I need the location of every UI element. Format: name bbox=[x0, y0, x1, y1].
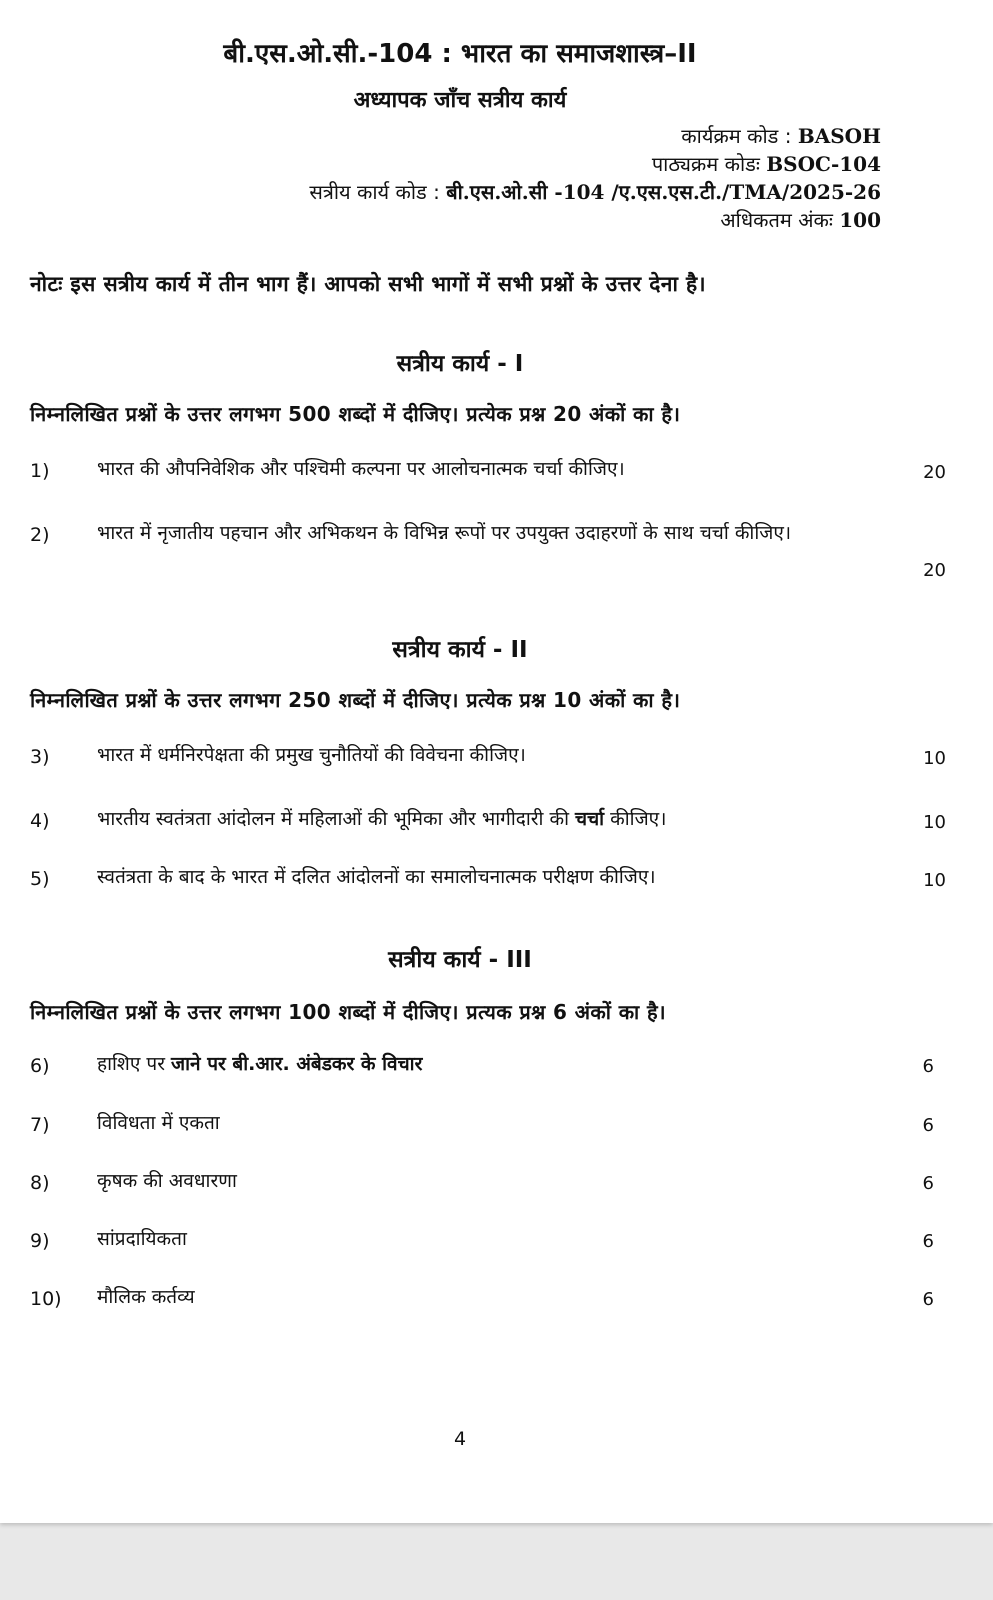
question-number: 7) bbox=[30, 1114, 50, 1136]
course-code-value: BSOC-104 bbox=[766, 152, 881, 176]
question-marks: 6 bbox=[922, 1231, 934, 1252]
program-code-label: कार्यक्रम कोड : bbox=[681, 124, 792, 148]
question-marks: 10 bbox=[923, 812, 946, 833]
question-marks: 10 bbox=[923, 870, 946, 891]
question-text: मौलिक कर्तव्य bbox=[97, 1286, 195, 1308]
question-marks: 6 bbox=[922, 1289, 934, 1310]
question-text: भारत में धर्मनिरपेक्षता की प्रमुख चुनौतियों की विवेचना कीजिए। bbox=[97, 744, 526, 766]
section-title-3: सत्रीय कार्य - III bbox=[388, 947, 532, 973]
question-text: भारत की औपनिवेशिक और पश्चिमी कल्पना पर आलोचनात्मक चर्चा कीजिए। bbox=[97, 458, 625, 480]
course-code-label: पाठ्यक्रम कोडः bbox=[651, 152, 760, 176]
section-title-2: सत्रीय कार्य - II bbox=[392, 637, 528, 663]
question-number: 10) bbox=[30, 1288, 62, 1310]
max-marks-line bbox=[720, 206, 881, 233]
assignment-subtitle: अध्यापक जाँच सत्रीय कार्य bbox=[353, 88, 567, 113]
question-marks: 20 bbox=[923, 462, 946, 483]
assignment-code-label: सत्रीय कार्य कोड : bbox=[309, 180, 440, 204]
question-marks: 6 bbox=[922, 1173, 934, 1194]
question-number: 6) bbox=[30, 1055, 50, 1077]
question-marks: 6 bbox=[922, 1056, 934, 1077]
question-number: 3) bbox=[30, 746, 50, 768]
question-number: 4) bbox=[30, 810, 50, 832]
question-text-bold: जाने पर बी.आर. अंबेडकर के विचार bbox=[171, 1053, 423, 1075]
question-text: कृषक की अवधारणा bbox=[97, 1170, 237, 1192]
question-text: विविधता में एकता bbox=[97, 1112, 220, 1134]
assignment-code-line bbox=[309, 178, 881, 205]
question-text: स्वतंत्रता के बाद के भारत में दलित आंदोलनों का समालोचनात्मक परीक्षण कीजिए। bbox=[97, 866, 656, 888]
question-marks: 20 bbox=[923, 560, 946, 581]
section-instruction-1: निम्नलिखित प्रश्नों के उत्तर लगभग 500 शब्दों में दीजिए। प्रत्येक प्रश्न 20 अंकों का है। bbox=[30, 402, 681, 426]
question-marks: 6 bbox=[922, 1115, 934, 1136]
question-number: 9) bbox=[30, 1230, 50, 1252]
question-text-part: कीजिए। bbox=[604, 808, 667, 830]
note-text: नोटः इस सत्रीय कार्य में तीन भाग हैं। आपको सभी भागों में सभी प्रश्नों के उत्तर देना है। bbox=[30, 272, 706, 296]
assignment-code-value: बी.एस.ओ.सी -104 /ए.एस.एस.टी./TMA/2025-26 bbox=[446, 180, 881, 204]
question-number: 5) bbox=[30, 868, 50, 890]
question-marks: 10 bbox=[923, 748, 946, 769]
course-code-line bbox=[652, 150, 881, 177]
question-text-bold: चर्चा bbox=[575, 808, 605, 830]
question-number: 8) bbox=[30, 1172, 50, 1194]
max-marks-label: अधिकतम अंकः bbox=[720, 208, 833, 232]
question-text-part: भारतीय स्वतंत्रता आंदोलन में महिलाओं की भूमिका और भागीदारी की bbox=[97, 808, 576, 830]
course-title: बी.एस.ओ.सी.-104 : भारत का समाजशास्त्र–II bbox=[223, 39, 697, 69]
section-instruction-2: निम्नलिखित प्रश्नों के उत्तर लगभग 250 शब्दों में दीजिए। प्रत्येक प्रश्न 10 अंकों का है। bbox=[30, 688, 681, 712]
page-number: 4 bbox=[453, 1428, 467, 1450]
question-text bbox=[97, 802, 857, 836]
program-code-value: BASOH bbox=[797, 124, 881, 148]
max-marks-value: 100 bbox=[839, 208, 881, 232]
section-instruction-3: निम्नलिखित प्रश्नों के उत्तर लगभग 100 शब्दों में दीजिए। प्रत्यक प्रश्न 6 अंकों का है। bbox=[30, 1000, 667, 1024]
question-text: सांप्रदायिकता bbox=[97, 1228, 187, 1250]
question-number: 1) bbox=[30, 460, 50, 482]
program-code-line bbox=[681, 122, 881, 149]
question-number: 2) bbox=[30, 524, 50, 546]
question-text: भारत में नृजातीय पहचान और अभिकथन के विभिन्न रूपों पर उपयुक्त उदाहरणों के साथ चर्चा कीजिए। bbox=[97, 522, 792, 544]
question-text bbox=[97, 1047, 857, 1081]
question-text-part: हाशिए पर bbox=[97, 1053, 172, 1075]
section-title-1: सत्रीय कार्य - I bbox=[396, 351, 524, 377]
